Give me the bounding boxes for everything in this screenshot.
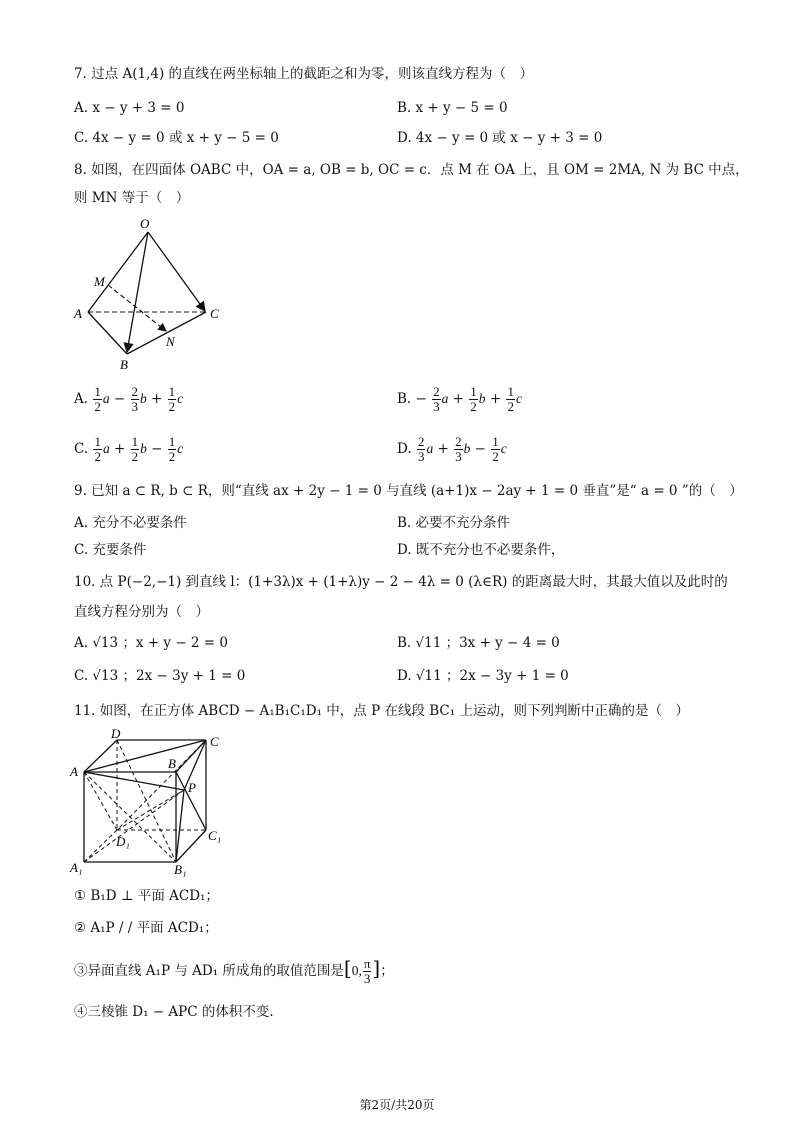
fig11-label-b: B bbox=[168, 756, 176, 771]
q8-option-b: B. − $\frac{2}{3}$ a + $\frac{1}{2}$ b + $\frac{1}{2}$ c bbox=[397, 384, 522, 414]
q11-statement-1: ① B₁D ⊥ 平面 ACD₁； bbox=[74, 888, 219, 904]
q8-option-d: D. $\frac{2}{3}$ a + $\frac{2}{3}$ b − $\frac{1}{2}$ c bbox=[397, 434, 507, 464]
q7-option-b: B. x + y − 5 = 0 bbox=[397, 100, 508, 116]
q9-option-d: D. 既不充分也不必要条件， bbox=[397, 542, 565, 558]
q8-option-a: A. $\frac{1}{2}$ a − $\frac{2}{3}$ b + $\frac{1}{2}$ c bbox=[74, 384, 184, 414]
q10-option-c: C. √13 ；2x − 3y + 1 = 0 bbox=[74, 668, 246, 684]
fig11-label-d1: D₁ bbox=[116, 834, 130, 849]
fig11-label-a1: A₁ bbox=[70, 860, 83, 875]
fig11-label-a: A bbox=[70, 764, 78, 779]
fig8-label-b: B bbox=[120, 357, 128, 372]
q10-stem-line1: 10. 点 P(−2,−1) 到直线 l：(1+3λ)x + (1+λ)y − 2 − 4λ = 0 (λ∈R) 的距离最大时，其最大值以及此时的 bbox=[74, 574, 728, 590]
q8-option-c: C. $\frac{1}{2}$ a + $\frac{1}{2}$ b − $\frac{1}{2}$ c bbox=[74, 434, 184, 464]
tetrahedron-figure bbox=[72, 214, 232, 374]
q10-option-a: A. √13 ；x + y − 2 = 0 bbox=[74, 635, 229, 651]
q11-statement-3: ③异面直线 A₁P 与 AD₁ 所成角的取值范围是[0, $\frac{\pi}{3}$ ]； bbox=[74, 956, 394, 986]
fig8-label-a: A bbox=[74, 306, 82, 321]
q8-stem-line1: 8. 如图，在四面体 OABC 中，OA = a, OB = b, OC = c．点 M 在 OA 上，且 OM = 2MA, N 为 BC 中点， bbox=[74, 162, 749, 178]
fig8-label-c: C bbox=[210, 306, 219, 321]
q7-stem: 7. 过点 A(1,4) 的直线在两坐标轴上的截距之和为零，则该直线方程为（ ） bbox=[74, 66, 534, 82]
fig8-label-o: O bbox=[140, 216, 150, 231]
fig11-label-c1: C₁ bbox=[208, 828, 222, 843]
q10-stem-line2: 直线方程分别为（ ） bbox=[74, 604, 209, 620]
fig11-label-d: D bbox=[111, 726, 121, 741]
q8-stem-line2: 则 MN 等于（ ） bbox=[74, 190, 190, 206]
q9-option-b: B. 必要不充分条件 bbox=[397, 515, 511, 531]
q11-statement-2: ② A₁P / / 平面 ACD₁； bbox=[74, 920, 218, 936]
cube-figure bbox=[64, 726, 244, 878]
q9-stem: 9. 已知 a ⊂ R, b ⊂ R，则“直线 ax + 2y − 1 = 0 与直线 (a+1)x − 2ay + 1 = 0 垂直”是“ a = 0 ”的（ ） bbox=[74, 483, 743, 499]
q11-statement-4: ④三棱锥 D₁ − APC 的体积不变. bbox=[74, 1004, 274, 1020]
fig11-label-c: C bbox=[210, 734, 219, 749]
q7-option-a: A. x − y + 3 = 0 bbox=[74, 100, 185, 116]
q7-option-d: D. 4x − y = 0 或 x − y + 3 = 0 bbox=[397, 130, 603, 146]
fig11-label-p: P bbox=[188, 780, 196, 795]
q9-option-c: C. 充要条件 bbox=[74, 542, 147, 558]
fig11-label-b1: B₁ bbox=[174, 862, 187, 877]
q9-option-a: A. 充分不必要条件 bbox=[74, 515, 187, 531]
q11-stem: 11. 如图，在正方体 ABCD − A₁B₁C₁D₁ 中，点 P 在线段 BC₁ 上运动，则下列判断中正确的是（ ） bbox=[74, 703, 689, 719]
page-footer: 第2页/共20页 bbox=[359, 1098, 435, 1112]
q10-option-d: D. √11 ；2x − 3y + 1 = 0 bbox=[397, 668, 569, 684]
fig8-label-n: N bbox=[166, 334, 175, 349]
q10-option-b: B. √11 ；3x + y − 4 = 0 bbox=[397, 635, 560, 651]
fig8-label-m: M bbox=[94, 274, 105, 289]
q7-option-c: C. 4x − y = 0 或 x + y − 5 = 0 bbox=[74, 130, 279, 146]
